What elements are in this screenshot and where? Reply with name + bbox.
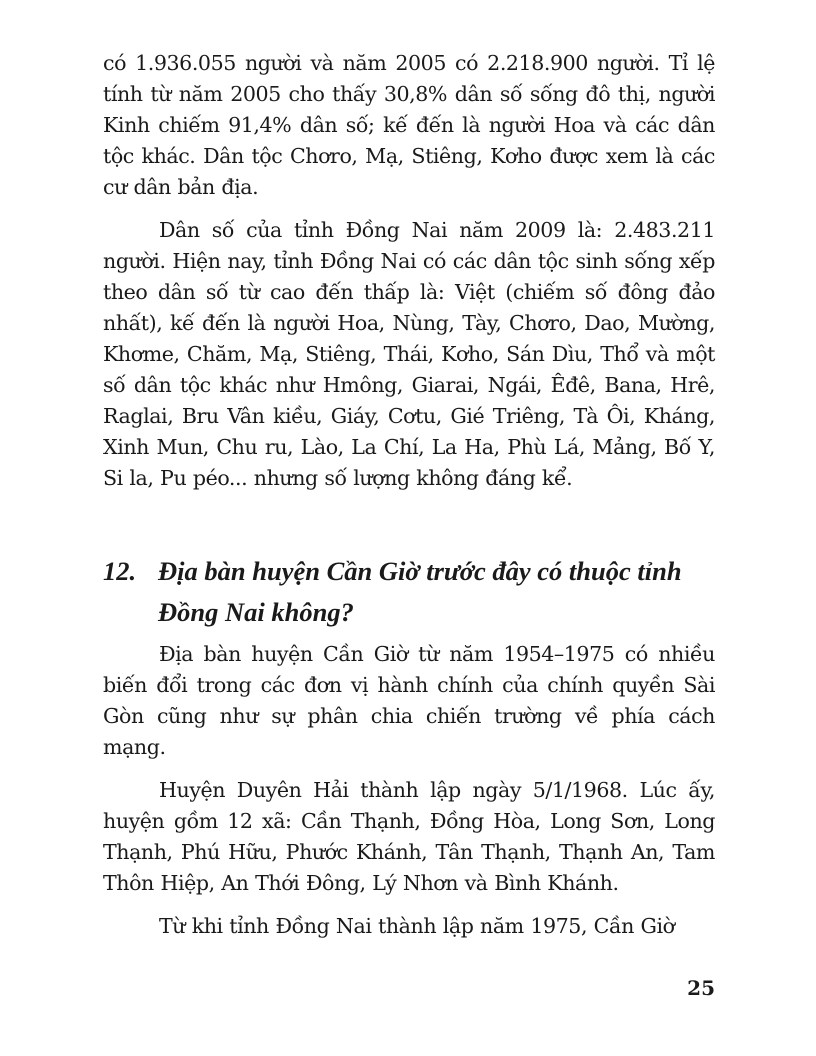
section-title-line2: Đồng Nai không? [158,597,354,627]
section-title-line1: Địa bàn huyện Cần Giờ trước đây có thuộc tỉnh [158,556,682,586]
paragraph-dong-nai-1975: Từ khi tỉnh Đồng Nai thành lập năm 1975, Cần Giờ [159,914,675,938]
section-heading [103,551,715,633]
body-text-top [103,48,715,494]
paragraph-population-2005: có 1.936.055 người và năm 2005 có 2.218.900 người. Tỉ lệ tính từ năm 2005 cho thấy 30,8% dân số sống đô thị, người Kinh chiếm 91,4% dân số; kế đến là người Hoa và các dân tộc khác. Dân tộc Chơro, Mạ, Stiêng, Kơho được xem là các cư dân bản địa. [103,51,715,199]
body-text-bottom [103,639,715,942]
page-number: 25 [687,976,715,1000]
paragraph-can-gio-1954: Địa bàn huyện Cần Giờ từ năm 1954–1975 có nhiều biến đổi trong các đơn vị hành chính của chính quyền Sài Gòn cũng như sự phân chia chiến trường về phía cách mạng. [103,642,715,759]
paragraph-duyen-hai: Huyện Duyên Hải thành lập ngày 5/1/1968. Lúc ấy, huyện gồm 12 xã: Cần Thạnh, Đồng Hòa, Long Sơn, Long Thạnh, Phú Hữu, Phước Khánh, Tân Thạnh, Thạnh An, Tam Thôn Hiệp, An Thới Đông, Lý Nhơn và Bình Khánh. [103,778,715,895]
section-number: 12. [103,556,137,586]
paragraph-population-2009: Dân số của tỉnh Đồng Nai năm 2009 là: 2.483.211 người. Hiện nay, tỉnh Đồng Nai có các dân tộc sinh sống xếp theo dân số từ cao đến thấp là: Việt (chiếm số đông đảo nhất), kế đến là người Hoa, Nùng, Tày, Chơro, Dao, Mường, Khơme, Chăm, Mạ, Stiêng, Thái, Kơho, Sán Dìu, Thổ và một số dân tộc khác như Hmông, Giarai, Ngái, Êđê, Bana, Hrê, Raglai, Bru Vân kiều, Giáy, Cơtu, Gié Triêng, Tà Ôi, Kháng, Xinh Mun, Chu ru, Lào, La Chí, La Ha, Phù Lá, Mảng, Bố Y, Si la, Pu péo... nhưng số lượng không đáng kể. [103,218,715,490]
